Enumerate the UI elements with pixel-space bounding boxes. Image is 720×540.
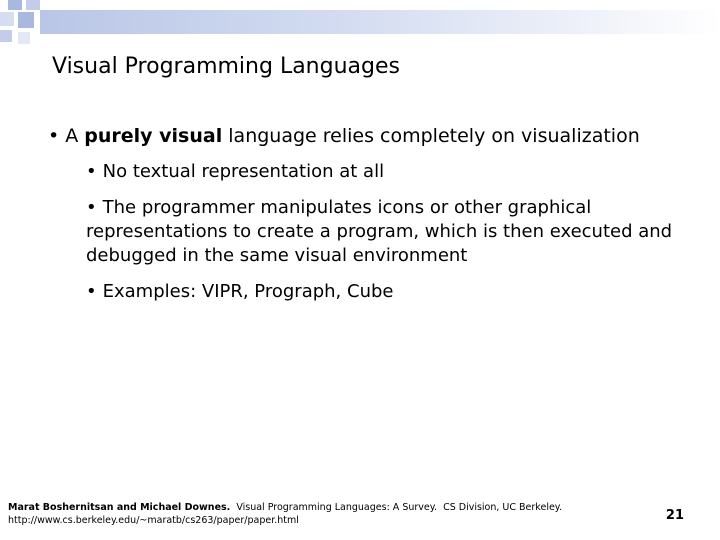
slide-title: Visual Programming Languages <box>52 54 400 79</box>
deco-square <box>0 30 12 42</box>
footer-authors: Marat Boshernitsan and Michael Downes. <box>8 502 231 513</box>
page-number: 21 <box>665 508 684 523</box>
gradient-band <box>40 10 720 34</box>
sub-bullet-text: Examples: VIPR, Prograph, Cube <box>102 281 394 302</box>
main-bullet-suffix: language relies completely on visualization <box>222 125 640 147</box>
bullet-glyph: • <box>48 125 60 147</box>
footer-citation-text: Visual Programming Languages: A Survey. CS Division, UC Berkeley. <box>230 502 563 513</box>
deco-square <box>0 12 14 26</box>
decorative-header-band <box>0 0 720 60</box>
bullet-glyph: • <box>86 197 97 218</box>
sub-bullet <box>86 160 686 184</box>
sub-bullet-text: The programmer manipulates icons or other graphical representations to create a program, which is then executed and debugged in the same visual environment <box>86 197 673 266</box>
deco-square <box>8 0 22 10</box>
deco-square <box>18 32 30 44</box>
sub-bullet <box>86 196 686 268</box>
footer-url: http://www.cs.berkeley.edu/~maratb/cs263/paper/paper.html <box>8 515 299 526</box>
main-bullet-prefix: A <box>65 125 85 147</box>
sub-bullet-text: No textual representation at all <box>102 161 385 182</box>
main-bullet <box>48 124 708 148</box>
footer-citation <box>8 501 628 527</box>
bullet-glyph: • <box>86 281 97 302</box>
bullet-glyph: • <box>86 161 97 182</box>
main-bullet-emphasis: purely visual <box>84 125 223 147</box>
sub-bullet <box>86 280 686 304</box>
deco-square <box>26 0 40 10</box>
deco-square <box>18 12 34 28</box>
